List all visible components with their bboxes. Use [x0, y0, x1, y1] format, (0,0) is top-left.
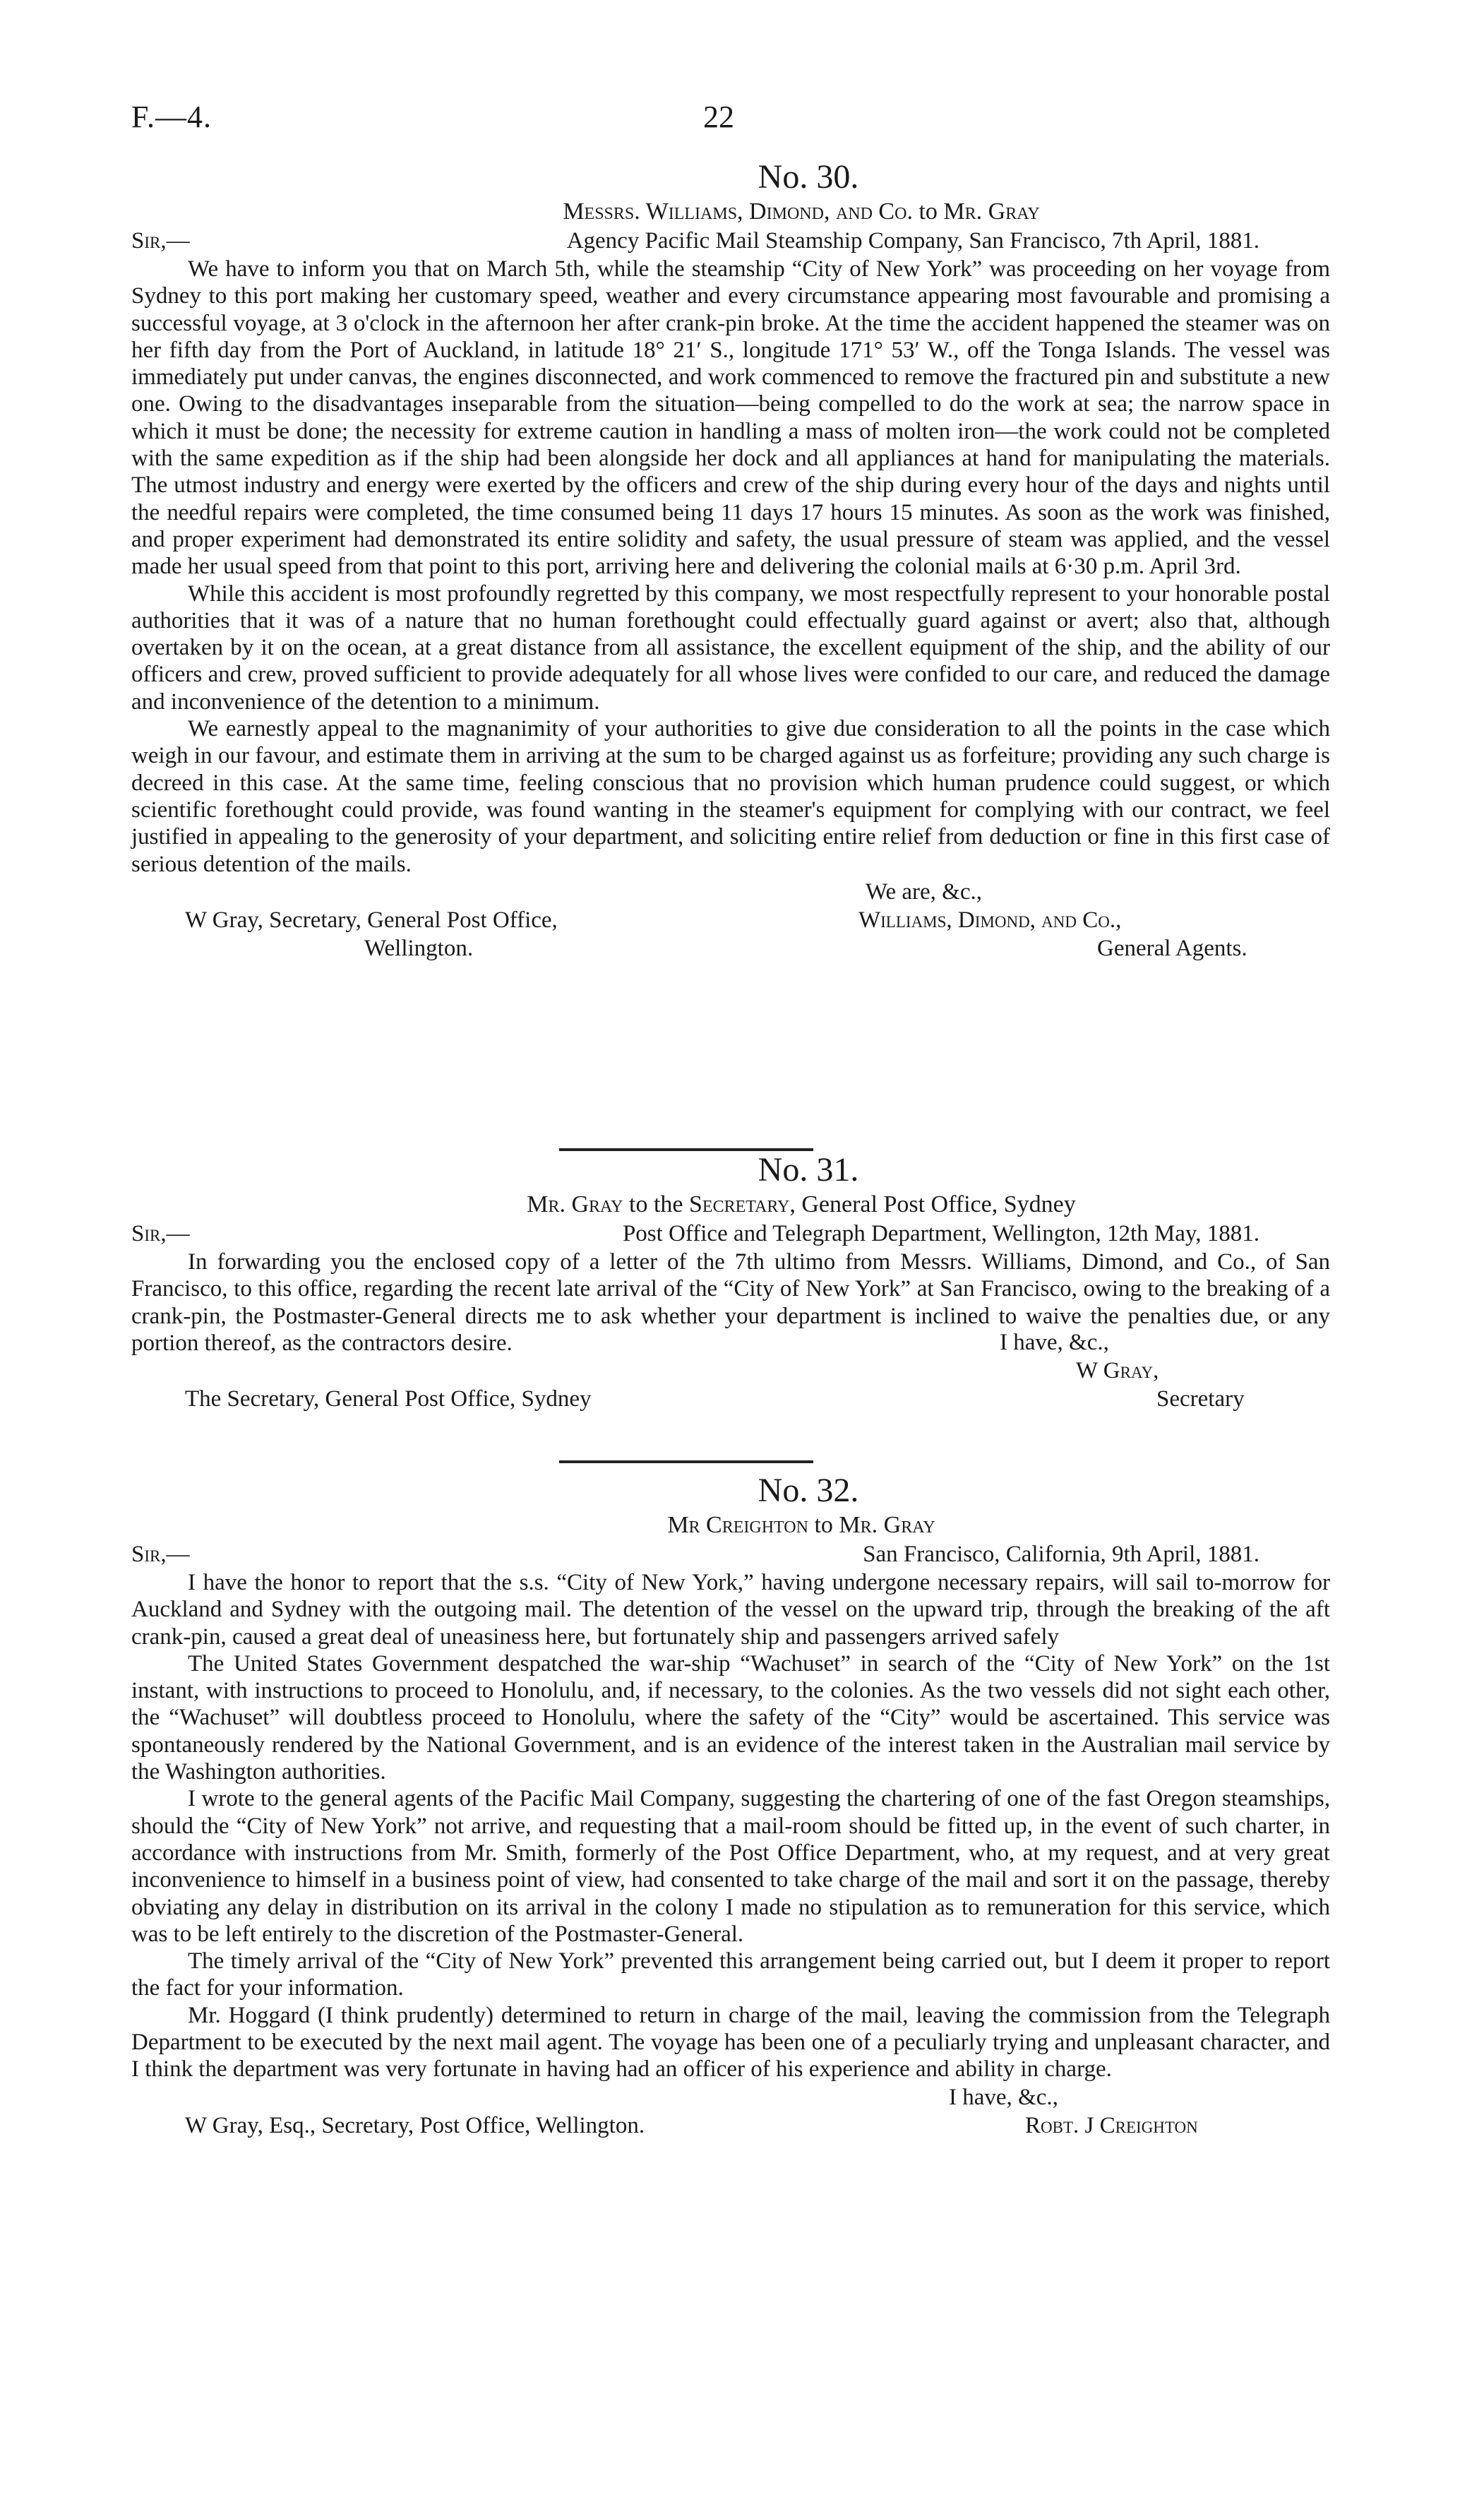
addressee-row-2 — [131, 934, 1330, 963]
letter-no-30 — [131, 157, 1330, 963]
paragraph: The timely arrival of the “City of New York” prevented this arrangement being carried out, but I deem it proper to report the fact for your information. — [131, 1948, 1330, 2001]
closing: I have, &c., — [949, 2084, 1058, 2110]
letter-number: No. 32. — [758, 1472, 859, 1509]
place-date: San Francisco, California, 9th April, 1881. — [863, 1542, 1259, 1567]
addressee-row — [131, 906, 1330, 934]
signature-title: Secretary — [1156, 1386, 1245, 1412]
closing-row — [131, 878, 1330, 906]
salutation-line — [131, 226, 1330, 256]
addressee: The Secretary, General Post Office, Sydney — [185, 1386, 592, 1412]
paragraph: In forwarding you the enclosed copy of a letter of the 7th ultimo from Messrs. Williams, Dimond, and Co., of San Francisco, to this office, regarding the recent late arrival of the “City of New York” at San Francisco, owing to the breaking of a crank-pin, the Postmaster-General directs me to ask whether your department is inclined to waive the penalties due, or any portion thereof, as the contractors desire. — [131, 1249, 1330, 1356]
salutation-line — [131, 1539, 1330, 1569]
letter-number: No. 30. — [758, 158, 859, 196]
addressee: W Gray, Esq., Secretary, Post Office, Wellington. — [185, 2112, 645, 2138]
paragraph: I wrote to the general agents of the Pacific Mail Company, suggesting the chartering of one of the fast Oregon steamships, should the “City of New York” not arrive, and requesting that a mail-room should be fitted up, in the event of such charter, in accordance with instructions from Mr. Smith, formerly of the Post Office Department, who, at my request, and at very great inconvenience to himself in a business point of view, had consented to take charge of the mail and sort it on the passage, thereby obviating any delay in distribution on its arrival in the colony I made no stipulation as to remuneration for this service, which was to be left entirely to the discretion of the Postmaster-General. — [131, 1786, 1330, 1947]
paragraph: The United States Government despatched the war-ship “Wachuset” in search of the “City of New York” on the 1st instant, with instructions to proceed to Honolulu, and, if necessary, to the colonies. As the two vessels did not sight each other, the “Wachuset” will doubtless proceed to Honolulu, where the safety of the “City” would be ascertained. This service was spontaneously rendered by the National Government, and is an evidence of the interest taken in the Australian mail service by the Washington authorities. — [131, 1650, 1330, 1785]
paragraph: I have the honor to report that the s.s. “City of New York,” having undergone necessary repairs, will sail to-morrow for Auckland and Sydney with the outgoing mail. The detention of the vessel on the upward trip, through the breaking of the aft crank-pin, caused a great deal of uneasiness here, but fortunately ship and passengers arrived safely — [131, 1570, 1330, 1650]
salutation: Sir,— — [131, 1221, 190, 1246]
addressee: W Gray, Secretary, General Post Office, — [185, 907, 558, 933]
salutation: Sir,— — [131, 228, 190, 254]
signature: W Gray, — [1076, 1358, 1159, 1384]
section-divider — [559, 1460, 813, 1463]
paragraph: We have to inform you that on March 5th, while the steamship “City of New York” was proceeding on her voyage from Sydney to this port making her customary speed, weather and every circumstance appearing most favourable and promising a successful voyage, at 3 o'clock in the afternoon her after crank-pin broke. At the time the accident happened the steamer was on her fifth day from the Port of Auckland, in latitude 18° 21′ S., longitude 171° 53′ W., off the Tonga Islands. The vessel was immediately put under canvas, the engines disconnected, and work commenced to remove the fractured pin and substitute a new one. Owing to the disadvantages inseparable from the situation—being compelled to do the work at sea; the narrow space in which it must be done; the necessity for extreme caution in handling a mass of molten iron—the work could not be completed with the same expedition as if the ship had been alongside her dock and all appliances at hand for manipulating the materials. The utmost industry and energy were exerted by the officers and crew of the ship during every hour of the days and nights until the needful repairs were completed, the time consumed being 11 days 17 hours 15 minutes. As soon as the work was finished, and proper experiment had demonstrated its entire solidity and safety, the usual pressure of steam was applied, and the vessel made her usual speed from that point to this port, arriving here and delivering the colonial mails at 6·30 p.m. April 3rd. — [131, 256, 1330, 580]
page-number: 22 — [703, 100, 734, 134]
letter-no-32 — [131, 1470, 1330, 2140]
signature-title: General Agents. — [1097, 935, 1247, 961]
letter-no-31 — [131, 1150, 1330, 1413]
place-date: Agency Pacific Mail Steamship Company, San Francisco, 7th April, 1881. — [566, 228, 1259, 254]
closing: We are, &c., — [866, 878, 982, 905]
closing: I have, &c., — [1000, 1330, 1109, 1356]
paragraph: We earnestly appeal to the magnanimity of your authorities to give due consideration to all the points in the case which weigh in our favour, and estimate them in arriving at the sum to be charged against us as forfeiture; providing any such charge is decreed in this case. At the same time, feeling conscious that no provision which human prudence could suggest, or which scientific forethought could provide, was found wanting in the steamer's equipment for complying with our contract, we feel justified in appealing to the generosity of your department, and soliciting entire relief from deduction or fine in this first case of serious detention of the mails. — [131, 716, 1330, 877]
signature: Robt. J Creighton — [1025, 2112, 1198, 2138]
paragraph: Mr. Hoggard (I think prudently) determined to return in charge of the mail, leaving the commission from the Telegraph Department to be executed by the next mail agent. The voyage has been one of a peculiarly trying and unpleasant character, and I think the department was very fortunate in having had an officer of his experience and ability in charge. — [131, 2002, 1330, 2083]
place-date: Post Office and Telegraph Department, Wellington, 12th May, 1881. — [622, 1221, 1259, 1246]
signature: Williams, Dimond, and Co., — [858, 907, 1122, 933]
series-reference: F.—4. — [131, 100, 212, 134]
signature-row — [131, 1357, 1330, 1385]
paragraph: While this accident is most profoundly regretted by this company, we most respectfully represent to your honorable postal authorities that it was of a nature that no human forethought could effectually guard against or avert; also that, although overtaken by it on the ocean, at a great distance from all assistance, the excellent equipment of the ship, and the ability of our officers and crew, proved sufficient to provide adequately for all whose lives were confided to our care, and reduced the damage and inconvenience of the detention to a minimum. — [131, 580, 1330, 715]
letter-body — [131, 1569, 1330, 2083]
addressee-row — [131, 2111, 1330, 2140]
closing-row — [131, 2083, 1330, 2111]
salutation-line — [131, 1219, 1330, 1249]
letter-body — [131, 256, 1330, 878]
letter-heading: Mr. Gray to the Secretary, General Post Office, Sydney — [527, 1191, 1076, 1217]
closing-row — [131, 1328, 1330, 1357]
letter-heading: Messrs. Williams, Dimond, and Co. to Mr. Gray — [563, 198, 1040, 225]
addressee-row — [131, 1385, 1330, 1413]
letter-number: No. 31. — [758, 1151, 859, 1189]
addressee-city: Wellington. — [364, 935, 474, 961]
letter-heading: Mr Creighton to Mr. Gray — [667, 1512, 935, 1538]
salutation: Sir,— — [131, 1542, 190, 1567]
